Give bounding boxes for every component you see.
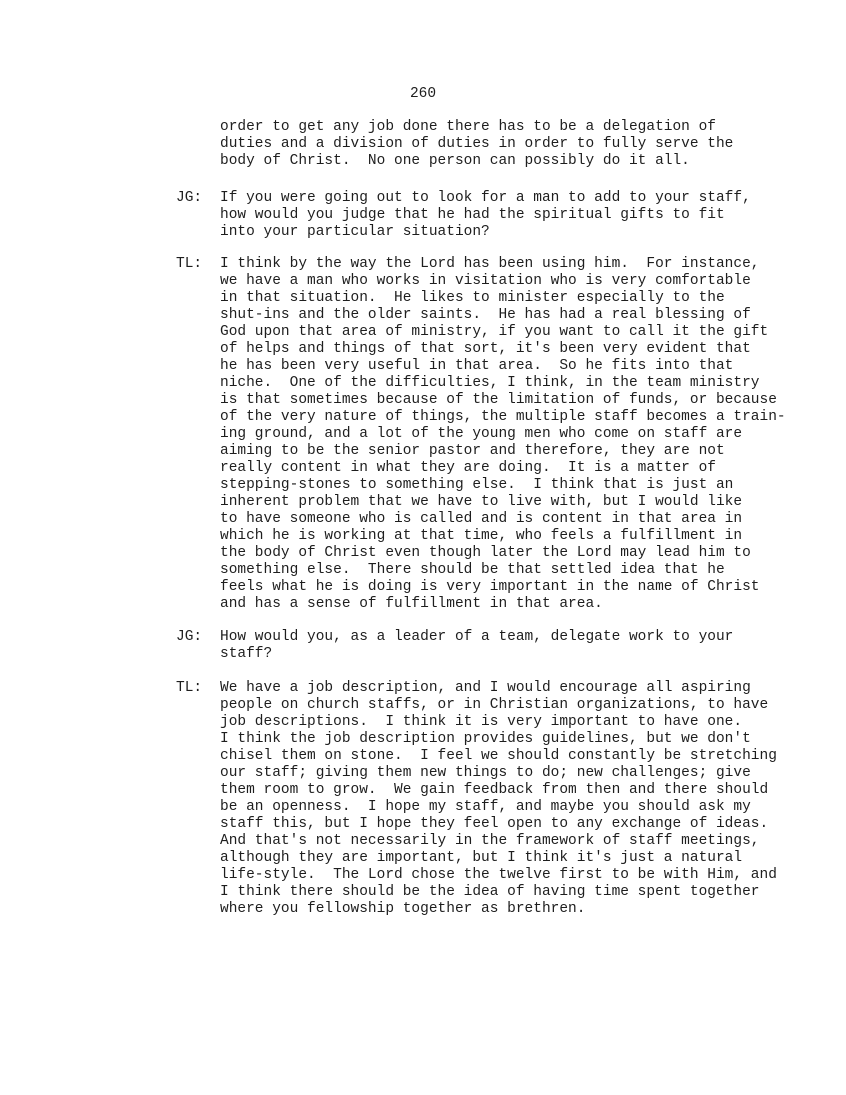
interviewer-question [176,190,796,241]
text-line: he has been very useful in that area. So he fits into that [220,358,734,374]
text-line: And that's not necessarily in the framework of staff meetings, [220,833,760,849]
speaker-label: JG: [176,629,203,645]
text-line: inherent problem that we have to live with, but I would like [220,494,743,510]
text-line: which he is working at that time, who feels a fulfillment in [220,528,743,544]
continuation-paragraph [176,119,796,170]
text-line: life-style. The Lord chose the twelve first to be with Him, and [220,867,777,883]
text-line: into your particular situation? [220,224,490,240]
text-line: is that sometimes because of the limitation of funds, or because [220,392,777,408]
text-line: job descriptions. I think it is very important to have one. [220,714,743,730]
text-line: people on church staffs, or in Christian organizations, to have [220,697,769,713]
text-line: How would you, as a leader of a team, delegate work to your [220,629,734,645]
text-line: them room to grow. We gain feedback from then and there should [220,782,769,798]
text-line: be an openness. I hope my staff, and maybe you should ask my [220,799,751,815]
text-line: body of Christ. No one person can possibly do it all. [220,153,690,169]
speaker-label: JG: [176,190,203,206]
text-line: We have a job description, and I would encourage all aspiring [220,680,751,696]
text-line: I think the job description provides guidelines, but we don't [220,731,751,747]
text-line: stepping-stones to something else. I think that is just an [220,477,734,493]
speaker-label: TL: [176,680,203,696]
text-line: of helps and things of that sort, it's been very evident that [220,341,751,357]
text-line: where you fellowship together as brethren. [220,901,586,917]
text-line: although they are important, but I think it's just a natural [220,850,743,866]
interviewer-question [176,629,796,663]
text-line: our staff; giving them new things to do; new challenges; give [220,765,751,781]
text-line: and has a sense of fulfillment in that area. [220,596,603,612]
text-line: staff? [220,646,273,662]
text-line: aiming to be the senior pastor and therefore, they are not [220,443,725,459]
text-line: If you were going out to look for a man to add to your staff, [220,190,751,206]
text-line: I think by the way the Lord has been using him. For instance, [220,256,760,272]
text-line: God upon that area of ministry, if you want to call it the gift [220,324,769,340]
text-line: something else. There should be that settled idea that he [220,562,725,578]
page-number: 260 [409,86,437,102]
text-line: really content in what they are doing. It is a matter of [220,460,716,476]
text-line: staff this, but I hope they feel open to any exchange of ideas. [220,816,769,832]
text-line: in that situation. He likes to minister especially to the [220,290,725,306]
text-line: to have someone who is called and is content in that area in [220,511,743,527]
text-line: ing ground, and a lot of the young men who come on staff are [220,426,743,442]
text-line: feels what he is doing is very important in the name of Christ [220,579,760,595]
text-line: order to get any job done there has to be a delegation of [220,119,716,135]
text-line: how would you judge that he had the spiritual gifts to fit [220,207,725,223]
text-line: chisel them on stone. I feel we should constantly be stretching [220,748,777,764]
text-line: the body of Christ even though later the Lord may lead him to [220,545,751,561]
speaker-label: TL: [176,256,203,272]
interviewee-answer [176,256,796,613]
text-line: shut-ins and the older saints. He has had a real blessing of [220,307,751,323]
interviewee-answer [176,680,796,918]
text-line: niche. One of the difficulties, I think, in the team ministry [220,375,760,391]
text-line: duties and a division of duties in order to fully serve the [220,136,734,152]
text-line: of the very nature of things, the multiple staff becomes a train- [220,409,786,425]
text-line: I think there should be the idea of having time spent together [220,884,760,900]
text-line: we have a man who works in visitation who is very comfortable [220,273,751,289]
